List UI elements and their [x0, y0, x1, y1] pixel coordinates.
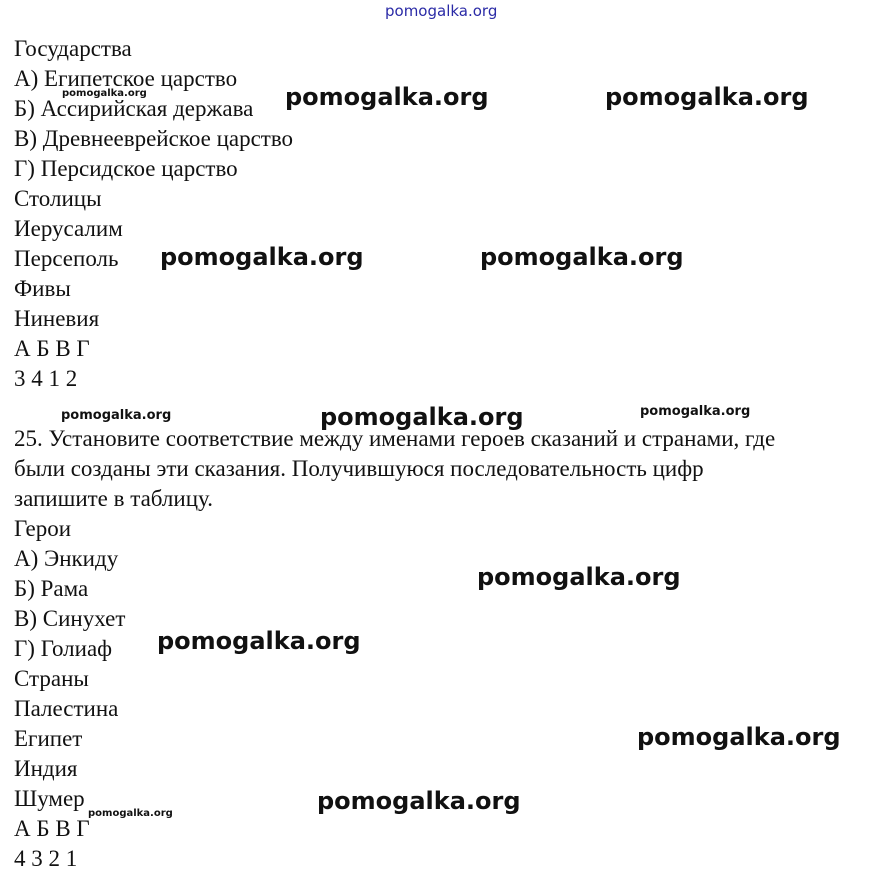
- watermark: pomogalka.org: [160, 243, 364, 271]
- states-header: Государства: [14, 36, 132, 61]
- capital-item-4: Ниневия: [14, 306, 100, 331]
- watermark: pomogalka.org: [317, 787, 521, 815]
- watermark: pomogalka.org: [640, 404, 751, 419]
- capital-item-1: Иерусалим: [14, 216, 123, 241]
- question-line-2: были созданы эти сказания. Получившуюся последовательность цифр: [14, 456, 704, 481]
- hero-item-d: Г) Голиаф: [14, 636, 113, 661]
- answer-letters-2: А Б В Г: [14, 816, 90, 841]
- countries-header: Страны: [14, 666, 89, 691]
- hero-item-b: Б) Рама: [14, 576, 89, 601]
- watermark: pomogalka.org: [157, 627, 361, 655]
- watermark-top: pomogalka.org: [385, 2, 498, 20]
- country-item-4: Шумер: [14, 786, 85, 811]
- state-item-a: А) Египетское царство: [14, 66, 238, 91]
- hero-item-a: А) Энкиду: [14, 546, 119, 571]
- question-line-1: 25. Установите соответствие между именами героев сказаний и странами, где: [14, 426, 776, 451]
- question-line-3: запишите в таблицу.: [14, 486, 213, 511]
- heroes-header: Герои: [14, 516, 72, 541]
- state-item-d: Г) Персидское царство: [14, 156, 238, 181]
- capital-item-3: Фивы: [14, 276, 71, 301]
- capital-item-2: Персеполь: [14, 246, 119, 271]
- watermark: pomogalka.org: [88, 808, 173, 819]
- hero-item-c: В) Синухет: [14, 606, 126, 631]
- answer-digits-1: 3 4 1 2: [14, 366, 78, 391]
- watermark: pomogalka.org: [477, 563, 681, 591]
- state-item-b: Б) Ассирийская держава: [14, 96, 254, 121]
- watermark: pomogalka.org: [320, 403, 524, 431]
- country-item-3: Индия: [14, 756, 78, 781]
- answer-digits-2: 4 3 2 1: [14, 846, 78, 871]
- state-item-c: В) Древнееврейское царство: [14, 126, 294, 151]
- watermark: pomogalka.org: [605, 83, 809, 111]
- watermark: pomogalka.org: [62, 88, 147, 99]
- watermark: pomogalka.org: [285, 83, 489, 111]
- capitals-header: Столицы: [14, 186, 102, 211]
- answer-letters-1: А Б В Г: [14, 336, 90, 361]
- country-item-1: Палестина: [14, 696, 119, 721]
- watermark: pomogalka.org: [480, 243, 684, 271]
- watermark: pomogalka.org: [61, 408, 172, 423]
- watermark: pomogalka.org: [637, 723, 841, 751]
- country-item-2: Египет: [14, 726, 83, 751]
